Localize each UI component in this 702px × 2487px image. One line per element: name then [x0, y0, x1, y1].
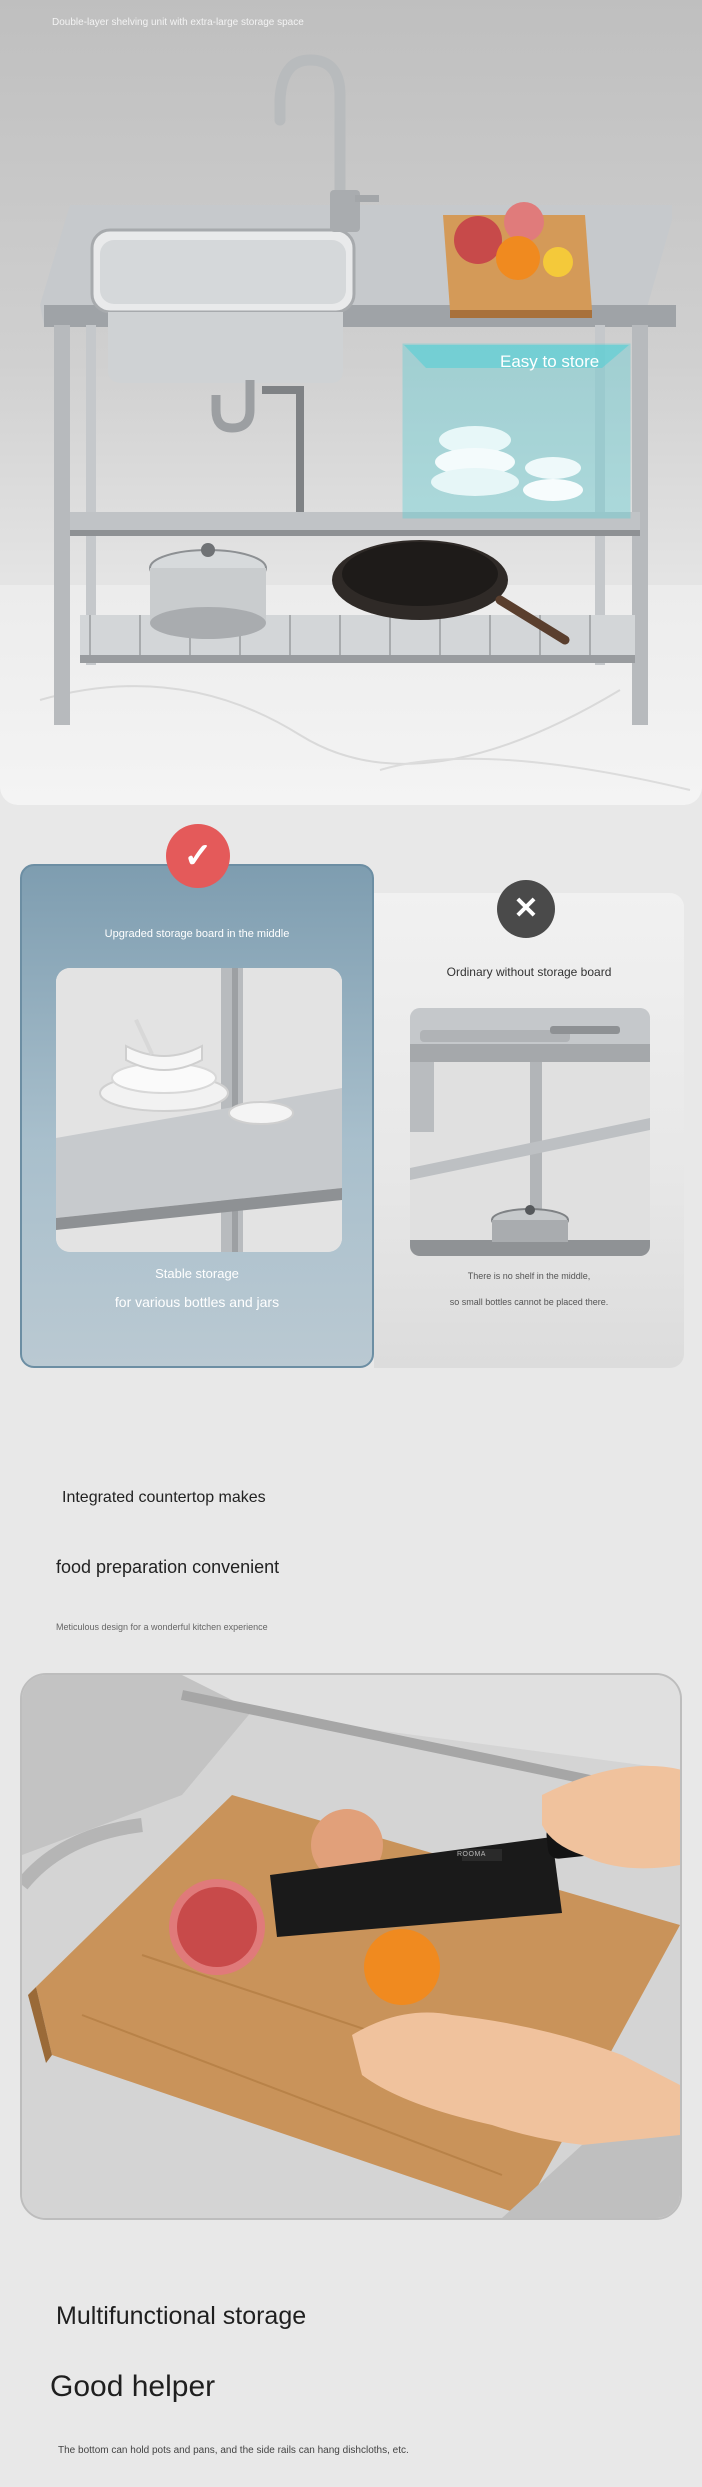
- ordinary-heading: Ordinary without storage board: [446, 965, 612, 979]
- upgraded-heading: Upgraded storage board in the middle: [104, 928, 290, 940]
- hero-caption: Double-layer shelving unit with extra-large storage space: [52, 17, 304, 28]
- countertop-title-line2: food preparation convenient: [56, 1557, 280, 1577]
- ordinary-line1: There is no shelf in the middle,: [467, 1271, 591, 1281]
- sink-shelf-illustration: [0, 0, 702, 805]
- easy-to-store-label: Easy to store: [500, 352, 600, 371]
- x-badge: [497, 880, 555, 938]
- ordinary-line2: so small bottles cannot be placed there.: [449, 1297, 609, 1307]
- storage-title-line1: Multifunctional storage: [56, 2302, 307, 2330]
- countertop-title-line1: Integrated countertop makes: [62, 1489, 266, 1506]
- knife-logo: ROOMA: [457, 1851, 486, 1858]
- upgraded-photo: [56, 968, 342, 1252]
- ordinary-comparison-panel: [374, 893, 684, 1368]
- storage-subtitle: The bottom can hold pots and pans, and the side rails can hang dishcloths, etc.: [58, 2445, 409, 2456]
- upgraded-comparison-panel: [20, 864, 374, 1368]
- check-icon: ✓: [183, 837, 213, 875]
- check-badge: [166, 824, 230, 888]
- countertop-photo: [20, 1673, 682, 2220]
- upgraded-line2: for various bottles and jars: [114, 1294, 280, 1310]
- upgraded-line1: Stable storage: [155, 1266, 239, 1281]
- close-icon: ✕: [513, 892, 539, 925]
- countertop-subtitle: Meticulous design for a wonderful kitchen experience: [56, 1622, 268, 1632]
- ordinary-photo: [410, 1008, 650, 1256]
- storage-title-line2: Good helper: [50, 2370, 216, 2403]
- hero-product-image: [0, 0, 702, 805]
